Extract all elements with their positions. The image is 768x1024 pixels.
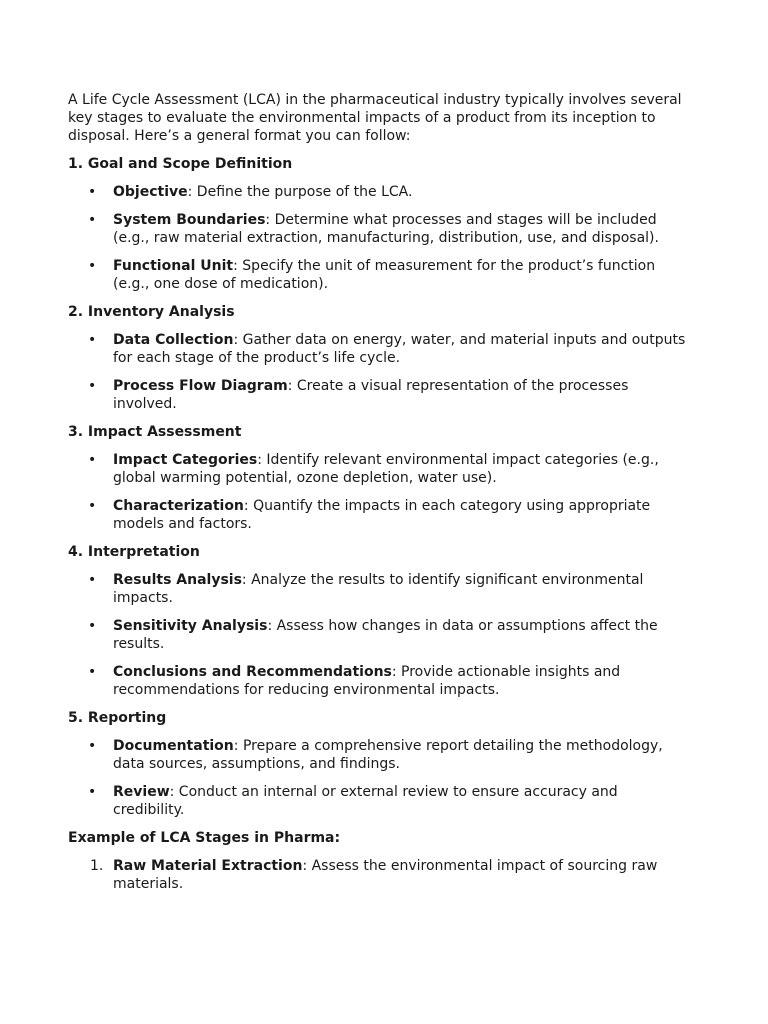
section-goal-scope: [68, 155, 688, 293]
item-text: : Gather data on energy, water, and material inputs and outputs for each stage of the product’s life cycle.: [113, 332, 686, 366]
document-page: [68, 91, 688, 903]
bullet-list: [68, 737, 688, 819]
intro-paragraph: A Life Cycle Assessment (LCA) in the pharmaceutical industry typically involves several key stages to evaluate the environmental impacts of a product from its inception to disposal. Here’s a general format you can follow:: [68, 92, 682, 144]
section-inventory-analysis: [68, 303, 688, 413]
item-term: Functional Unit: [113, 258, 234, 274]
item-text: : Assess the environmental impact of sourcing raw materials.: [113, 858, 658, 892]
item-text: : Create a visual representation of the processes involved.: [113, 378, 629, 412]
section-heading: 2. Inventory Analysis: [68, 304, 235, 320]
list-item: [68, 377, 688, 413]
section-example: [68, 829, 688, 893]
item-text: : Conduct an internal or external review to ensure accuracy and credibility.: [113, 784, 618, 818]
item-term: Process Flow Diagram: [113, 378, 288, 394]
item-term: Objective: [113, 184, 188, 200]
section-heading: 3. Impact Assessment: [68, 424, 242, 440]
section-impact-assessment: [68, 423, 688, 533]
list-item: [68, 257, 688, 293]
item-text: : Prepare a comprehensive report detailing the methodology, data sources, assumptions, and findings.: [113, 738, 663, 772]
list-item: [68, 783, 688, 819]
bullet-list: [68, 571, 688, 699]
list-item: [68, 617, 688, 653]
section-heading: 5. Reporting: [68, 710, 167, 726]
item-text: : Determine what processes and stages will be included (e.g., raw material extraction, manufacturing, distribution, use, and disposal).: [113, 212, 659, 246]
list-item: [68, 571, 688, 607]
list-item: [68, 331, 688, 367]
section-reporting: [68, 709, 688, 819]
section-heading: Example of LCA Stages in Pharma:: [68, 830, 341, 846]
item-term: Data Collection: [113, 332, 234, 348]
list-item: [68, 451, 688, 487]
numbered-list: [68, 857, 688, 893]
item-term: Conclusions and Recommendations: [113, 664, 392, 680]
item-term: Results Analysis: [113, 572, 242, 588]
item-text: : Quantify the impacts in each category using appropriate models and factors.: [113, 498, 651, 532]
item-term: Review: [113, 784, 170, 800]
list-item: [68, 857, 688, 893]
list-item: [68, 737, 688, 773]
list-item: [68, 183, 688, 201]
bullet-list: [68, 183, 688, 293]
item-term: Impact Categories: [113, 452, 258, 468]
item-term: System Boundaries: [113, 212, 266, 228]
bullet-list: [68, 331, 688, 413]
item-text: : Provide actionable insights and recommendations for reducing environmental impacts.: [113, 664, 621, 698]
item-number: 1.: [90, 858, 104, 874]
item-text: : Assess how changes in data or assumptions affect the results.: [113, 618, 658, 652]
item-text: : Specify the unit of measurement for the product’s function (e.g., one dose of medication).: [113, 258, 656, 292]
item-term: Characterization: [113, 498, 244, 514]
item-text: : Analyze the results to identify significant environmental impacts.: [113, 572, 644, 606]
list-item: [68, 497, 688, 533]
list-item: [68, 211, 688, 247]
section-interpretation: [68, 543, 688, 699]
item-text: : Define the purpose of the LCA.: [187, 184, 413, 200]
item-text: : Identify relevant environmental impact categories (e.g., global warming potential, ozone depletion, water use).: [113, 452, 659, 486]
section-heading: 1. Goal and Scope Definition: [68, 156, 293, 172]
section-heading: 4. Interpretation: [68, 544, 200, 560]
bullet-list: [68, 451, 688, 533]
item-term: Sensitivity Analysis: [113, 618, 268, 634]
item-term: Documentation: [113, 738, 234, 754]
item-term: Raw Material Extraction: [113, 858, 303, 874]
list-item: [68, 663, 688, 699]
